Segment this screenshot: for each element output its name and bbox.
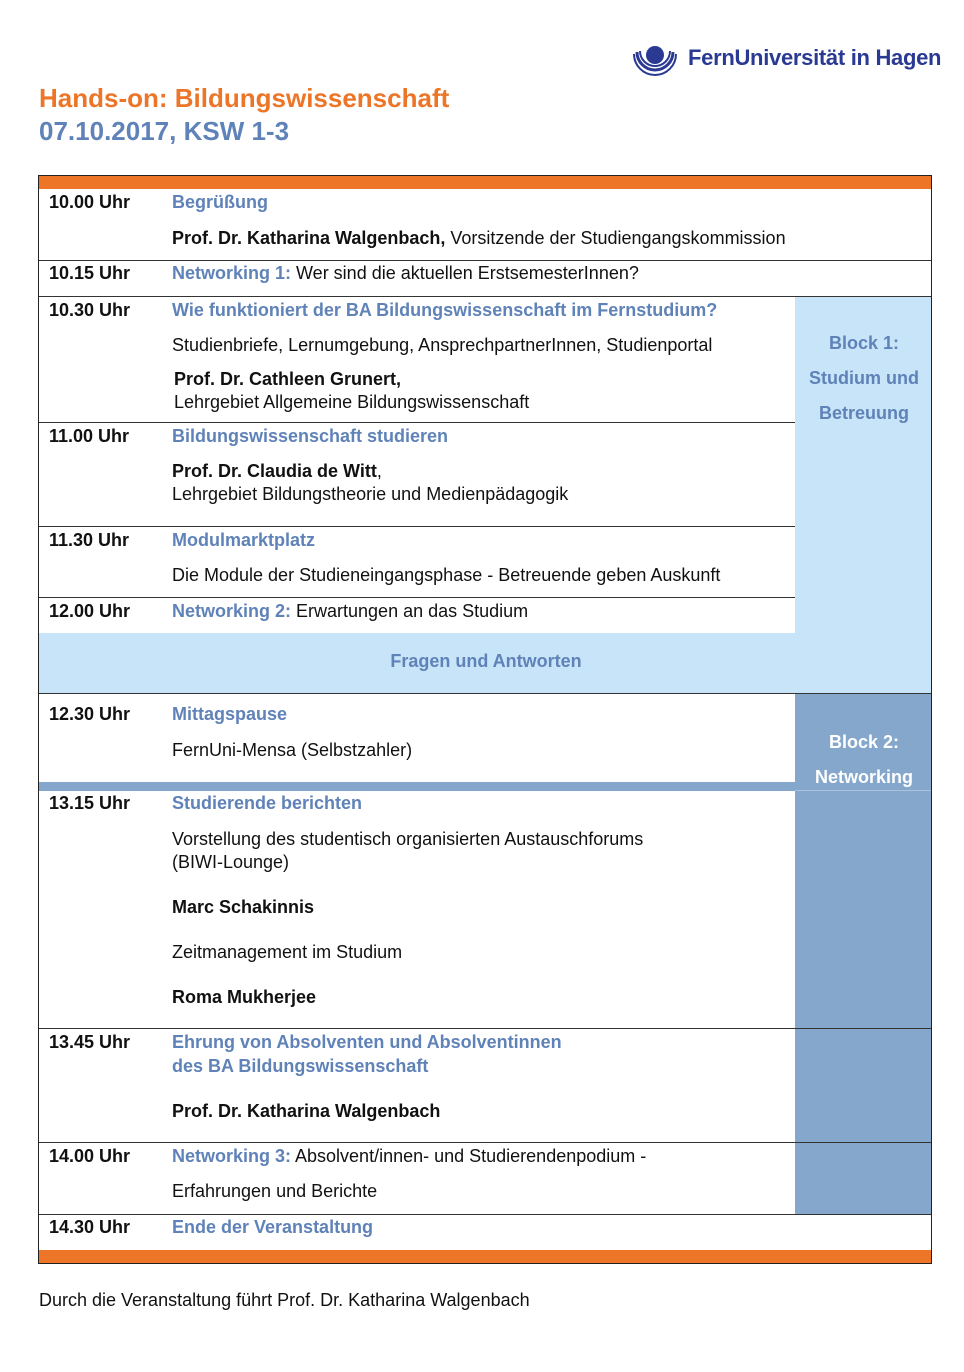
blue-strip	[39, 782, 795, 791]
page-title: Hands-on: Bildungswissenschaft	[39, 83, 450, 113]
speaker-name: Prof. Dr. Cathleen Grunert,	[174, 369, 402, 389]
session-title: Ehrung von Absolventen und Absolventinnen	[172, 1032, 562, 1052]
session-title	[172, 600, 528, 622]
session-desc: Die Module der Studieneingangsphase - Betreuende geben Auskunft	[172, 565, 721, 585]
speaker-suffix: ,	[376, 461, 382, 481]
time-1000: 10.00 Uhr	[49, 192, 131, 212]
block1-line3: Betreuung	[819, 403, 909, 423]
fernuni-logo-icon	[632, 35, 678, 81]
block1-label	[795, 326, 932, 431]
speaker-role: Vorsitzende der Studiengangskommission	[445, 228, 786, 248]
session-title-label: Networking 1:	[172, 263, 292, 283]
session-title: Mittagspause	[172, 704, 288, 724]
session-title	[172, 1145, 646, 1167]
session-title: Bildungswissenschaft studieren	[172, 426, 449, 446]
time-1200: 12.00 Uhr	[49, 601, 131, 621]
session-title: Studierende berichten	[172, 793, 363, 813]
session-title-rest: Wer sind die aktuellen ErstsemesterInnen?	[291, 263, 639, 283]
time-1100: 11.00 Uhr	[49, 426, 130, 446]
speaker-name: Roma Mukherjee	[172, 987, 317, 1007]
session-title: Begrüßung	[172, 192, 268, 212]
fragen-row	[39, 633, 932, 694]
row-divider	[39, 260, 932, 261]
logo-text: FernUniversität in Hagen	[688, 45, 942, 70]
block2-label	[795, 725, 932, 795]
row-divider	[39, 296, 932, 297]
row-divider	[39, 597, 795, 598]
session-desc: Studienbriefe, Lernumgebung, AnsprechpartnerInnen, Studienportal	[172, 335, 713, 355]
time-1345: 13.45 Uhr	[49, 1032, 131, 1052]
speaker-name: Prof. Dr. Katharina Walgenbach,	[172, 228, 446, 248]
row-divider	[39, 1028, 932, 1029]
session-title: Ende der Veranstaltung	[172, 1217, 374, 1237]
session-title-rest: Erwartungen an das Studium	[291, 601, 529, 621]
block2-line1: Block 2:	[828, 732, 900, 752]
session-title: des BA Bildungswissenschaft	[172, 1056, 429, 1076]
program-table	[38, 175, 932, 1264]
time-1130: 11.30 Uhr	[49, 530, 130, 550]
session-title-rest: Absolvent/innen- und Studierendenpodium -	[291, 1146, 647, 1166]
fernuni-logo	[632, 34, 941, 82]
row-divider	[39, 422, 795, 423]
bottom-orange-bar	[39, 1250, 931, 1263]
row-divider	[39, 1214, 932, 1215]
top-orange-bar	[39, 176, 931, 189]
session-title: Wie funktioniert der BA Bildungswissenschaft im Fernstudium?	[172, 300, 718, 320]
time-1430: 14.30 Uhr	[49, 1217, 131, 1237]
footer-note: Durch die Veranstaltung führt Prof. Dr. Katharina Walgenbach	[39, 1290, 530, 1310]
session-desc: Erfahrungen und Berichte	[172, 1181, 378, 1201]
session-desc: (BIWI-Lounge)	[172, 852, 290, 872]
time-1400: 14.00 Uhr	[49, 1146, 131, 1166]
row-divider	[39, 526, 795, 527]
session-desc: FernUni-Mensa (Selbstzahler)	[172, 740, 413, 760]
speaker-name: Marc Schakinnis	[172, 897, 315, 917]
page-subtitle: 07.10.2017, KSW 1-3	[39, 116, 290, 146]
speaker-role: Lehrgebiet Allgemeine Bildungswissenschaft	[174, 392, 530, 412]
session-desc: Vorstellung des studentisch organisierten Austauschforums	[172, 829, 644, 849]
session-speaker	[172, 227, 786, 249]
session-desc: Zeitmanagement im Studium	[172, 942, 403, 962]
fragen-text: Fragen und Antworten	[390, 651, 582, 671]
speaker-name: Prof. Dr. Katharina Walgenbach	[172, 1101, 441, 1121]
block2-line2: Networking	[814, 767, 913, 787]
row-divider	[39, 1142, 932, 1143]
time-1030: 10.30 Uhr	[49, 300, 131, 320]
speaker-name: Prof. Dr. Claudia de Witt	[172, 461, 377, 481]
session-title-label: Networking 2:	[172, 601, 292, 621]
block1-line2: Studium und	[809, 368, 919, 388]
session-title	[172, 262, 639, 284]
session-title-label: Networking 3:	[172, 1146, 292, 1166]
time-1315: 13.15 Uhr	[49, 793, 131, 813]
block1-line1: Block 1:	[828, 333, 900, 353]
speaker-role: Lehrgebiet Bildungstheorie und Medienpädagogik	[172, 484, 569, 504]
time-1230: 12.30 Uhr	[49, 704, 131, 724]
session-speaker	[172, 460, 382, 482]
session-title: Modulmarktplatz	[172, 530, 316, 550]
time-1015: 10.15 Uhr	[49, 263, 131, 283]
